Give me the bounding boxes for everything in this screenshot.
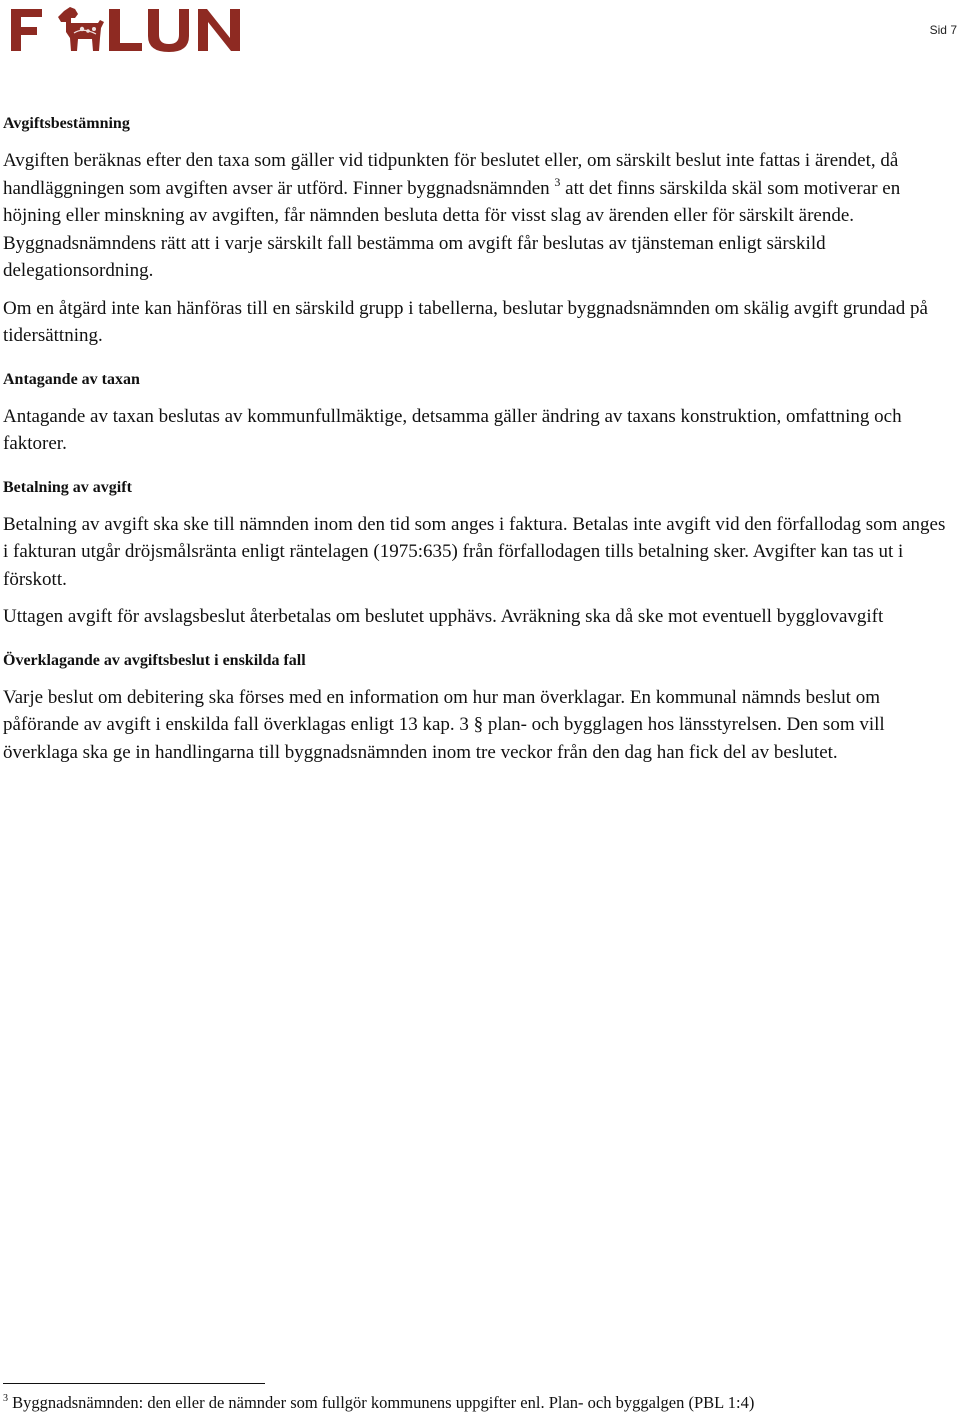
paragraph: Antagande av taxan beslutas av kommunfullmäktige, detsamma gäller ändring av taxans konstruktion, omfattning och faktorer. <box>3 405 902 454</box>
page-number: Sid 7 <box>929 23 957 37</box>
paragraph-text: Avgiften beräknas efter den taxa som gäller vid tidpunkten för beslutet eller, om särskilt beslut inte fattas i ärendet, då handläggningen som avgiften avser är utförd. Finner byggnadsnämnden <box>3 150 899 199</box>
footnote-divider <box>3 1383 265 1384</box>
section-heading: Antagande av taxan <box>3 370 140 388</box>
paragraph: Betalning av avgift ska ske till nämnden inom den tid som anges i faktura. Betalas inte avgift vid den förfallodag som anges i fakturan utgår dröjsmålsränta enligt räntelagen (1975:635) från förfallodagen tills betalning sker. Avgifter kan tas ut i förskott. <box>3 513 946 590</box>
falun-logo-graphic <box>8 2 258 56</box>
falun-logo <box>8 2 258 56</box>
footnote-reference[interactable]: 3 <box>554 174 561 189</box>
section-heading: Överklagande av avgiftsbeslut i enskilda fall <box>3 651 306 669</box>
section-antagande-av-taxan <box>3 370 948 458</box>
paragraph: Om en åtgärd inte kan hänföras till en särskild grupp i tabellerna, beslutar byggnadsnämnden om skälig avgift grundad på tidersättning. <box>3 297 928 346</box>
section-overklagande <box>3 651 948 767</box>
logo-letter-u <box>148 9 189 52</box>
paragraph <box>3 147 948 285</box>
paragraph: Uttagen avgift för avslagsbeslut återbetalas om beslutet upphävs. Avräkning ska då ske mot eventuell bygglovavgift <box>3 606 884 627</box>
logo-letter-l <box>109 9 142 51</box>
footnote <box>3 1393 754 1413</box>
logo-letter-f <box>11 9 42 51</box>
paragraph-text: att det finns särskilda skäl som motiverar en höjning eller minskning av avgiften, får nämnden besluta detta för visst slag av ärenden eller för särskilt ärende. Byggnadsnämndens rätt att i varje särskilt fall bestämma om avgift får beslutas av tjänsteman enligt särskild delegationsordning. <box>3 177 901 281</box>
section-avgiftsbestamning <box>3 114 948 350</box>
document-body <box>3 114 948 786</box>
footnote-text: Byggnadsnämnden: den eller de nämnder som fullgör kommunens uppgifter enl. Plan- och byggalgen (PBL 1:4) <box>8 1393 755 1412</box>
paragraph: Varje beslut om debitering ska förses med en information om hur man överklagar. En kommunal nämnds beslut om påförande av avgift i enskilda fall överklagas enligt 13 kap. 3 § plan- och bygglagen hos länsstyrelsen. Den som vill överklaga ska ge in handlingarna till byggnadsnämnden inom tre veckor från den dag han fick del av beslutet. <box>3 686 885 763</box>
section-heading: Avgiftsbestämning <box>3 115 130 132</box>
logo-letter-n <box>198 9 240 51</box>
section-betalning-av-avgift <box>3 478 948 631</box>
section-heading: Betalning av avgift <box>3 478 132 496</box>
footnote-number: 3 <box>3 1393 8 1404</box>
